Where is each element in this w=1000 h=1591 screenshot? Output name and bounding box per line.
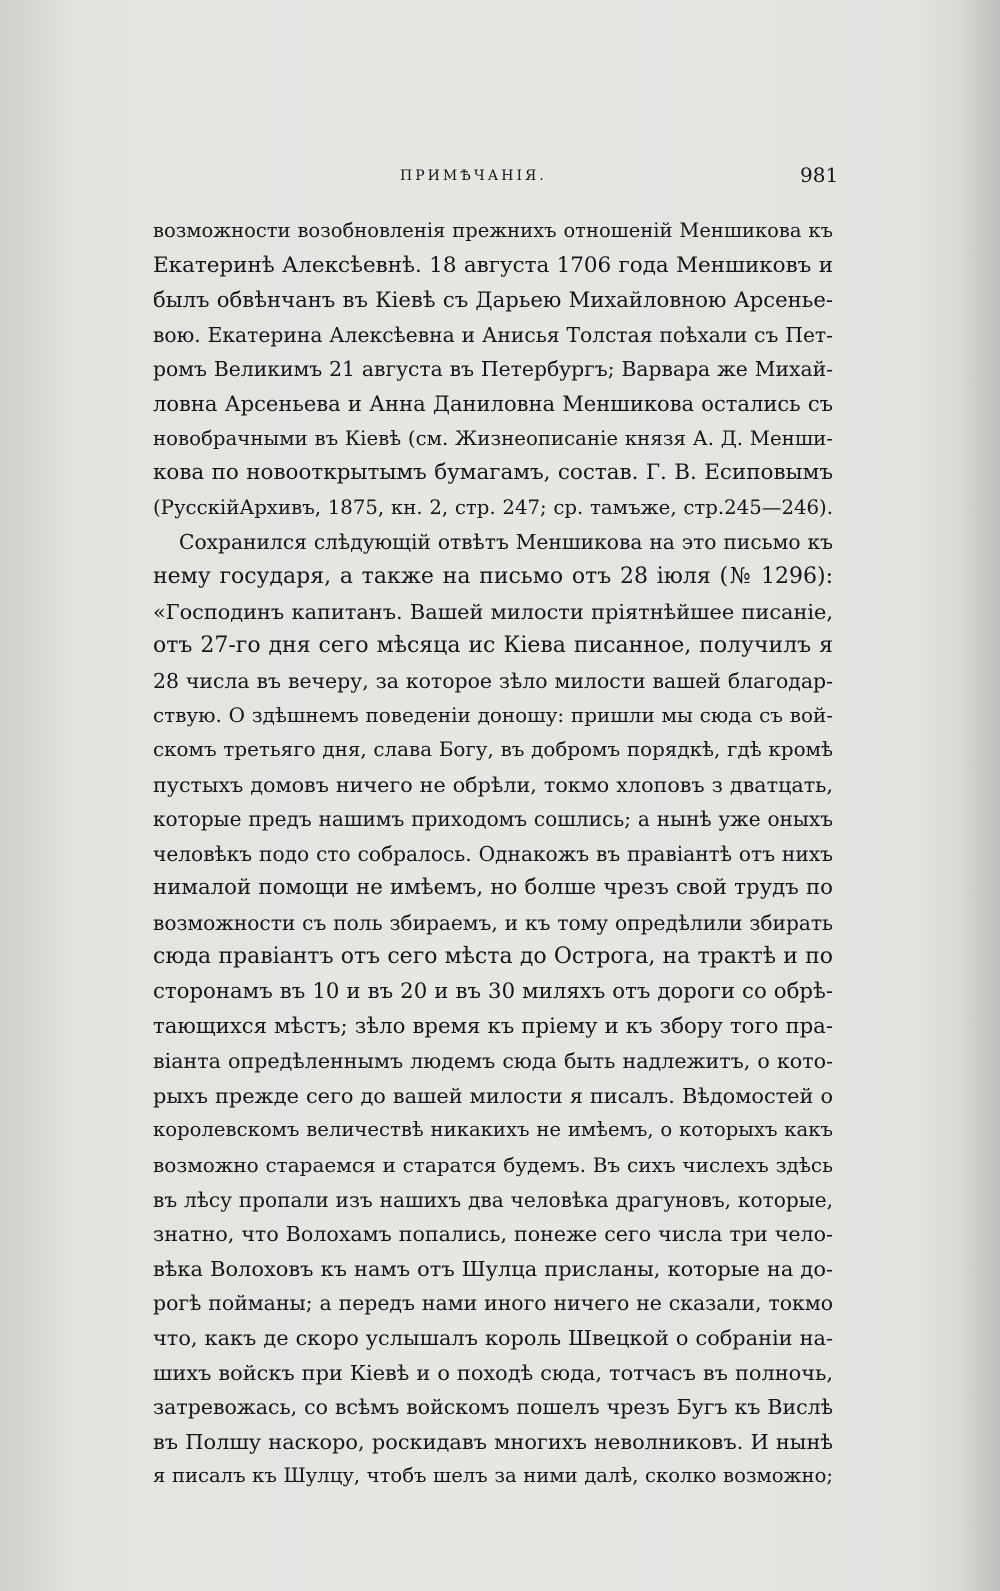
text-line: человѣкъ подо сто собралось. Однакожъ въ правіантѣ отъ нихъ: [153, 841, 833, 866]
text-line: 28 числа въ вечеру, за которое зѣло милости вашей благодар-: [153, 668, 833, 693]
text-line: нималой помощи не имѣемъ, но болше чрезъ свой трудъ по: [153, 875, 833, 901]
text-line: которые предъ нашимъ приходомъ сошлись; а нынѣ уже оныхъ: [153, 807, 833, 832]
text-line: скомъ третьяго дня, слава Богу, въ добромъ порядкѣ, гдѣ кромѣ: [153, 737, 833, 761]
text-line: вѣка Волоховъ къ намъ отъ Шулца присланы, которые на до-: [153, 1256, 833, 1281]
text-line: что, какъ де скоро услышалъ король Швецкой о собраніи на-: [153, 1326, 833, 1350]
text-line: пустыхъ домовъ ничего не обрѣли, токмо хлоповъ з дватцать,: [153, 772, 833, 797]
text-line: знатно, что Волохамъ попались, понеже сего числа три чело-: [153, 1222, 833, 1247]
text-line: віанта опредѣленнымъ людемъ сюда быть надлежитъ, о кото-: [153, 1049, 833, 1074]
text-line: затревожась, со всѣмъ войскомъ пошелъ чрезъ Бугъ къ Вислѣ: [153, 1395, 833, 1420]
text-line: тающихся мѣстъ; зѣло время къ пріему и къ збору того пра-: [153, 1013, 833, 1039]
text-line: Екатеринѣ Алексѣевнѣ. 18 августа 1706 года Меншиковъ и: [153, 252, 833, 278]
text-line: былъ обвѣнчанъ въ Кіевѣ съ Дарьею Михайловною Арсенье-: [153, 287, 833, 313]
text-line: королевскомъ величествѣ никакихъ не имѣемъ, о которыхъ какъ: [153, 1118, 833, 1142]
text-line: рыхъ прежде сего до вашей милости я писалъ. Вѣдомостей о: [153, 1083, 833, 1108]
text-line: я писалъ къ Шулцу, чтобъ шелъ за ними далѣ, сколко возможно;: [153, 1464, 833, 1488]
text-line: рогѣ пойманы; а передъ нами иного ничего не сказали, токмо: [153, 1291, 833, 1316]
body-text: [153, 214, 833, 1494]
text-line: Сохранился слѣдующій отвѣтъ Меншикова на это письмо къ: [179, 530, 833, 555]
page-number: 981: [800, 163, 839, 187]
text-line: возможно стараемся и старатся будемъ. Въ сихъ числехъ здѣсь: [153, 1153, 833, 1178]
text-line: новобрачными въ Кіевѣ (см. Жизнеописаніе князя А. Д. Менши-: [153, 426, 833, 450]
running-head: ПРИМѢЧАНІЯ.: [400, 168, 547, 184]
text-line: нему государя, а также на письмо отъ 28 іюля (№ 1296):: [153, 563, 833, 589]
text-line: возможности возобновленія прежнихъ отношеній Меншикова къ: [153, 219, 833, 242]
text-line: ромъ Великимъ 21 августа въ Петербургъ; Варвара же Михай-: [153, 357, 833, 382]
text-line: въ лѣсу пропали изъ нашихъ два человѣка драгуновъ, которые,: [153, 1187, 833, 1212]
text-line: въ Полшу наскоро, роскидавъ многихъ неволниковъ. И нынѣ: [153, 1429, 833, 1454]
text-line: сюда правіантъ отъ сего мѣста до Острога, на трактѣ и по: [153, 944, 833, 970]
text-line: (РусскійАрхивъ, 1875, кн. 2, стр. 247; ср. тамъже, стр.245—246).: [153, 495, 833, 519]
text-line: вою. Екатерина Алексѣевна и Анисья Толстая поѣхали съ Пет-: [153, 322, 833, 347]
page-edge-shadow: [960, 0, 1000, 1591]
text-line: «Господинъ капитанъ. Вашей милости пріятнѣйшее писаніе,: [153, 599, 833, 624]
text-line: сторонамъ въ 10 и въ 20 и въ 30 миляхъ отъ дороги со обрѣ-: [153, 979, 833, 1005]
text-line: кова по новооткрытымъ бумагамъ, состав. Г. В. Есиповымъ: [153, 460, 833, 486]
text-line: ствую. О здѣшнемъ поведеніи доношу: пришли мы сюда съ вой-: [153, 703, 833, 728]
text-line: ловна Арсеньева и Анна Даниловна Меншикова остались съ: [153, 390, 833, 416]
text-line: возможности съ поль збираемъ, и къ тому опредѣлили збирать: [153, 910, 833, 935]
text-line: шихъ войскъ при Кіевѣ и о походѣ сюда, тотчасъ въ полночь,: [153, 1360, 833, 1385]
text-line: отъ 27-го дня сего мѣсяца ис Кіева писанное, получилъ я: [153, 633, 833, 659]
